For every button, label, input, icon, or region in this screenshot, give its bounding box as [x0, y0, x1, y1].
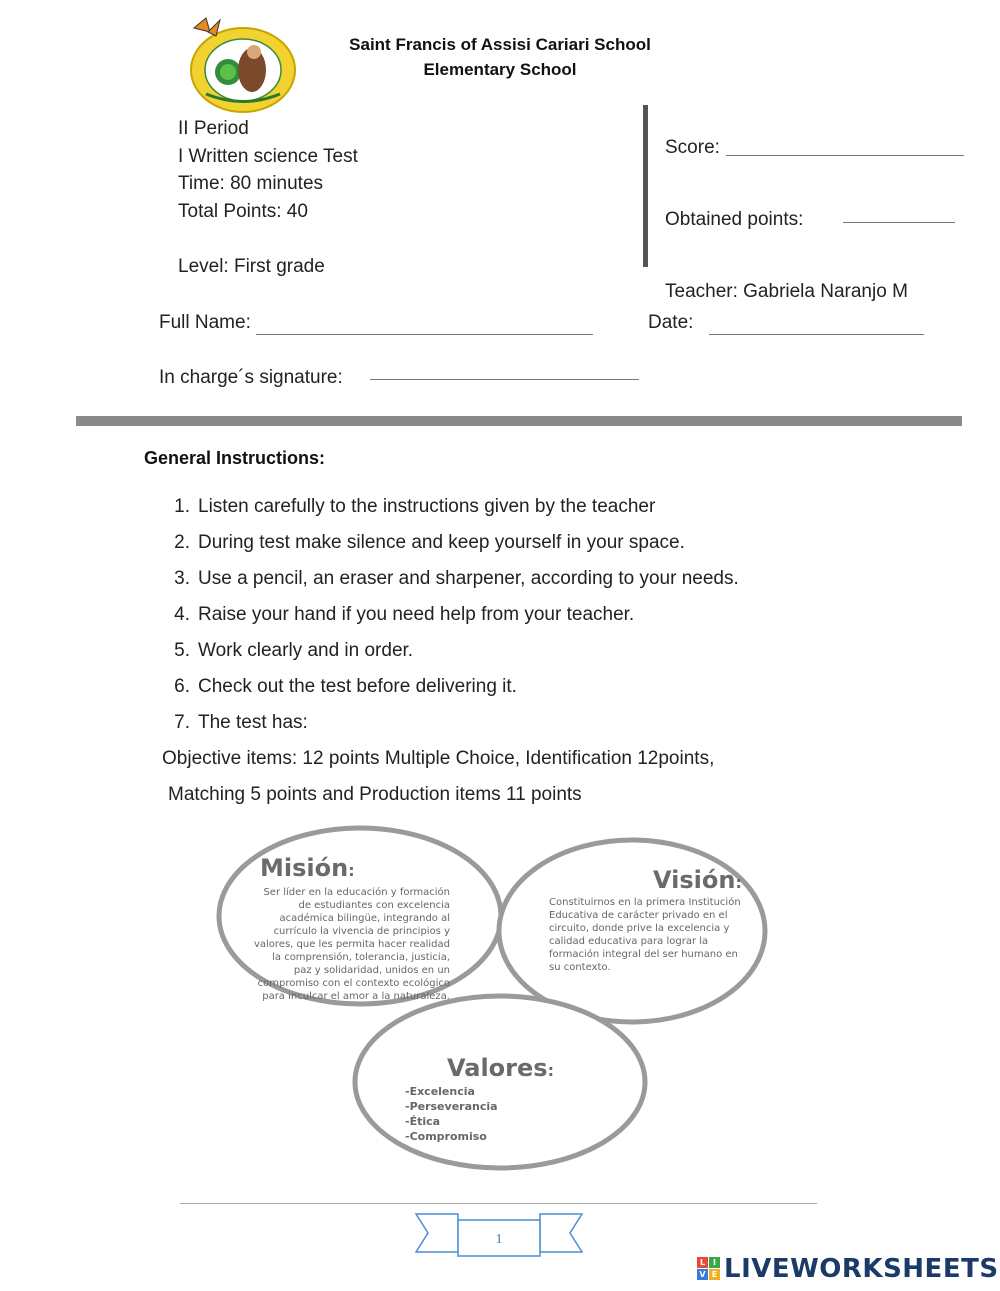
logo-letter-i: I: [709, 1257, 720, 1268]
test-summary-line-1: Objective items: 12 points Multiple Choice, Identification 12points,: [162, 748, 715, 769]
instruction-item: 1. Listen carefully to the instructions given by the teacher: [174, 496, 656, 517]
grade-level: Level: First grade: [178, 256, 325, 277]
liveworksheets-brand[interactable]: LIVEWORKSHEETS: [724, 1254, 999, 1284]
mission-title: Misión:: [260, 854, 355, 882]
instructions-title: General Instructions:: [144, 448, 326, 468]
score-field[interactable]: [726, 155, 964, 156]
logo-letter-e: E: [709, 1269, 720, 1280]
date-field[interactable]: [709, 334, 924, 335]
full-name-label: Full Name:: [159, 312, 251, 333]
school-level: Elementary School: [423, 60, 577, 79]
test-time: Time: 80 minutes: [178, 173, 324, 194]
page-number: 1: [495, 1232, 503, 1247]
school-name: Saint Francis of Assisi Cariari School: [349, 35, 651, 54]
date-label: Date:: [648, 312, 694, 333]
values-list: [405, 1084, 498, 1144]
vision-text: Constituirnos en la primera Institución Educativa de carácter privado en el circuito, donde prive la excelencia y calidad educativa para lograr la formación integral del ser humano en su contexto.: [549, 897, 741, 973]
instruction-item: 7. The test has:: [174, 712, 308, 733]
value-item: -Perseverancia: [405, 1100, 498, 1113]
mission-text: Ser líder en la educación y formación de estudiantes con excelencia académica bilingüe, integrando al currículo la vivencia de principios y valores, que les permita hacer realidad la comprensión, tolerancia, justicia, paz y solidaridad, unidos en un compromiso con el contexto ecológico para inculcar el amor a la naturaleza.: [253, 887, 450, 1002]
full-name-field[interactable]: [256, 334, 593, 335]
obtained-points-field[interactable]: [843, 222, 955, 223]
logo-letter-v: V: [697, 1269, 708, 1280]
value-item: -Compromiso: [405, 1130, 487, 1143]
obtained-points-label: Obtained points:: [665, 209, 804, 230]
value-item: -Ética: [405, 1115, 441, 1128]
test-name: I Written science Test: [178, 146, 358, 167]
footer-divider: [180, 1203, 817, 1204]
school-crest-logo: [186, 14, 300, 118]
value-item: -Excelencia: [405, 1085, 475, 1098]
instruction-item: 6. Check out the test before delivering it.: [174, 676, 517, 697]
score-label: Score:: [665, 137, 720, 158]
period: II Period: [178, 118, 249, 139]
signature-field[interactable]: [370, 379, 639, 380]
instruction-item: 5. Work clearly and in order.: [174, 640, 414, 661]
teacher-name: Teacher: Gabriela Naranjo M: [665, 281, 908, 302]
section-divider: [76, 416, 962, 426]
instruction-item: 3. Use a pencil, an eraser and sharpener, according to your needs.: [174, 568, 739, 589]
signature-label: In charge´s signature:: [159, 367, 343, 388]
liveworksheets-logo-icon: [697, 1257, 721, 1281]
instruction-item: 4. Raise your hand if you need help from your teacher.: [174, 604, 635, 625]
instruction-item: 2. During test make silence and keep yourself in your space.: [174, 532, 685, 553]
logo-letter-l: L: [697, 1257, 708, 1268]
values-title: Valores:: [447, 1054, 554, 1082]
school-title: [300, 32, 700, 82]
vision-title: Visión:: [653, 866, 742, 894]
header-divider: [643, 105, 648, 267]
total-points: Total Points: 40: [178, 201, 308, 222]
test-summary-line-2: Matching 5 points and Production items 11 points: [168, 784, 582, 805]
values-ellipse: [355, 996, 645, 1168]
